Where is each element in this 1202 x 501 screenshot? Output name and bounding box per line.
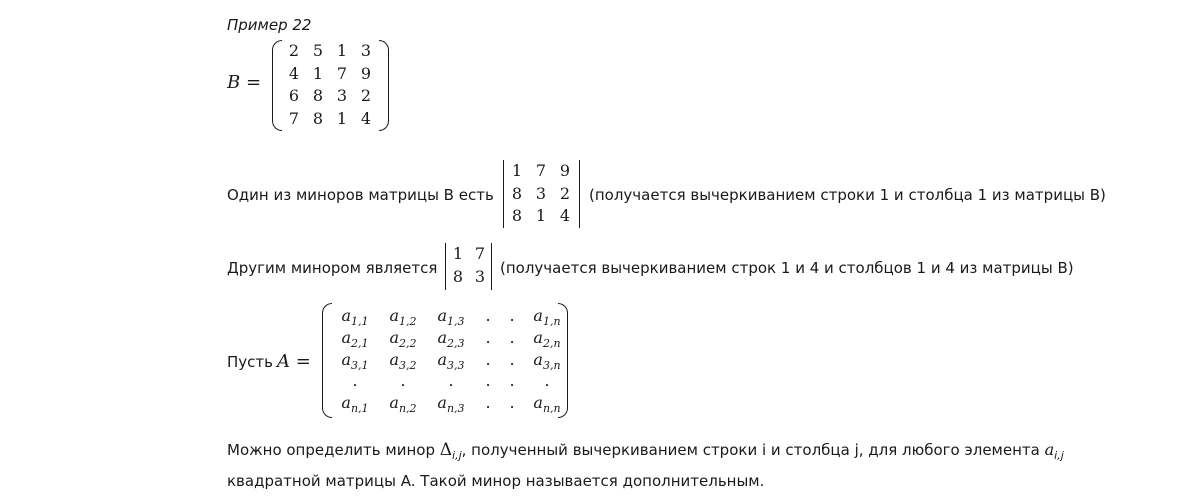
cell-base: . <box>509 393 515 413</box>
cell-base: . <box>485 349 491 369</box>
matrix-cell <box>331 327 379 349</box>
cell-base: a <box>341 327 352 347</box>
cell-base: . <box>485 327 491 347</box>
matrix-cell <box>379 327 427 349</box>
matrix-cell: 6 <box>288 86 300 105</box>
matrix-cell: 2 <box>360 86 372 105</box>
matrix-cell <box>427 305 475 327</box>
matrix-cell <box>475 327 501 349</box>
element-subscript: i,j <box>1054 449 1064 462</box>
cell-subscript: n,1 <box>350 402 369 416</box>
cell-base: . <box>485 371 491 391</box>
matrix-b <box>282 40 378 130</box>
cell-subscript: 3,n <box>542 358 561 372</box>
matrix-cell: 3 <box>336 86 348 105</box>
cell-base: a <box>533 393 543 413</box>
matrix-cell <box>501 349 523 371</box>
cell-subscript: 1,n <box>542 315 561 328</box>
matrix-cell <box>475 305 501 327</box>
matrix-cell <box>331 349 379 371</box>
minor2-matrix <box>447 243 491 288</box>
det-bar-right <box>579 160 580 228</box>
right-paren <box>558 303 568 418</box>
cell-base: . <box>509 371 515 391</box>
matrix-cell <box>501 327 523 349</box>
cell-base: . <box>485 393 491 413</box>
cell-base: a <box>389 393 399 413</box>
det-bar-right <box>491 243 492 290</box>
matrix-cell: 5 <box>312 41 324 60</box>
general-prefix: Пусть <box>227 353 273 371</box>
matrix-cell <box>475 370 501 392</box>
matrix-cell: 2 <box>288 41 300 60</box>
matrix-b-name: B <box>227 72 241 93</box>
cell-base: a <box>341 349 352 369</box>
cell-subscript: n,3 <box>446 402 465 416</box>
cell-base: a <box>341 393 351 413</box>
minor1-note: (получается вычеркиванием строки 1 и столбца 1 из матрицы B) <box>589 186 1106 204</box>
cell-base: a <box>437 327 448 347</box>
matrix-cell <box>379 305 427 327</box>
matrix-cell: 1 <box>312 63 324 83</box>
matrix-cell <box>501 392 523 414</box>
matrix-cell <box>475 349 501 371</box>
matrix-a-label <box>277 351 311 372</box>
cell-base: a <box>389 306 400 325</box>
cell-base: a <box>437 306 448 325</box>
cell-subscript: 1,3 <box>447 315 465 328</box>
matrix-cell: 4 <box>360 108 372 128</box>
left-paren <box>272 40 282 131</box>
matrix-cell: 1 <box>336 41 348 60</box>
definition-text-mid: , полученный вычеркиванием строки i и столбца j, для любого элемента <box>461 441 1045 459</box>
cell-base: a <box>533 327 543 347</box>
minor1-prefix: Один из миноров матрицы B есть <box>227 186 494 204</box>
cell-subscript: n,2 <box>398 402 417 416</box>
delta-subscript: i,j <box>452 449 462 462</box>
general-matrix <box>331 305 571 414</box>
det-bar-left <box>445 243 446 290</box>
cell-base: a <box>341 306 352 325</box>
matrix-cell <box>379 349 427 371</box>
matrix-cell <box>501 305 523 327</box>
cell-subscript: 1,1 <box>351 315 369 328</box>
matrix-cell: 7 <box>336 63 348 83</box>
right-paren <box>379 40 389 131</box>
minor2-note: (получается вычеркиванием строк 1 и 4 и столбцов 1 и 4 из матрицы B) <box>500 259 1074 277</box>
cell-subscript: n,n <box>542 402 561 416</box>
cell-base: . <box>509 306 515 325</box>
det-bar-left <box>503 160 504 228</box>
matrix-cell <box>379 392 427 414</box>
cell-base: . <box>485 306 491 325</box>
example-title: Пример 22 <box>227 16 312 34</box>
cell-base: a <box>389 327 400 347</box>
matrix-cell <box>427 349 475 371</box>
matrix-cell <box>427 327 475 349</box>
cell-subscript: 1,2 <box>399 315 417 328</box>
cell-base: a <box>533 349 543 369</box>
cell-subscript: 3,2 <box>399 358 417 372</box>
cell-base: a <box>437 349 448 369</box>
cell-base: . <box>448 371 454 391</box>
cell-subscript: 3,1 <box>351 358 369 372</box>
matrix-b-label <box>227 72 261 93</box>
matrix-cell: 9 <box>360 63 372 83</box>
matrix-cell: 3 <box>360 41 372 60</box>
cell-base: a <box>533 306 543 325</box>
matrix-cell <box>331 392 379 414</box>
cell-subscript: 2,2 <box>399 336 417 350</box>
matrix-cell <box>379 370 427 392</box>
matrix-cell: 1 <box>336 108 348 128</box>
cell-subscript: 3,3 <box>447 358 465 372</box>
definition-text-start: Можно определить минор <box>227 441 440 459</box>
definition-line-2: квадратной матрицы A. Такой минор называется дополнительным. <box>227 472 765 490</box>
cell-subscript: 2,1 <box>351 336 369 350</box>
cell-base: . <box>352 371 358 391</box>
element-symbol: a <box>1044 440 1055 459</box>
matrix-cell: 7 <box>288 108 300 128</box>
matrix-cell: 8 <box>452 266 464 286</box>
delta-symbol: Δ <box>439 440 453 460</box>
cell-base: . <box>400 371 406 391</box>
matrix-cell: 1 <box>511 161 523 180</box>
matrix-cell: 8 <box>511 206 523 225</box>
cell-base: . <box>544 371 550 391</box>
matrix-cell: 1 <box>452 244 464 263</box>
matrix-cell: 7 <box>474 244 486 263</box>
matrix-cell <box>427 370 475 392</box>
matrix-cell <box>427 392 475 414</box>
cell-subscript: 2,3 <box>447 336 465 350</box>
matrix-cell: 9 <box>559 161 571 180</box>
matrix-cell <box>331 370 379 392</box>
minor2-prefix: Другим минором является <box>227 259 438 277</box>
cell-base: . <box>509 349 515 369</box>
matrix-cell <box>331 305 379 327</box>
matrix-cell: 8 <box>312 86 324 105</box>
matrix-cell: 3 <box>535 183 547 203</box>
cell-base: a <box>389 349 400 369</box>
equals-sign: = <box>295 351 311 372</box>
matrix-cell: 8 <box>312 108 324 128</box>
minor1-matrix <box>505 160 577 228</box>
definition-line-1 <box>227 441 1064 465</box>
matrix-cell: 7 <box>535 161 547 180</box>
matrix-cell: 8 <box>511 183 523 203</box>
cell-subscript: 2,n <box>542 336 561 350</box>
matrix-cell: 1 <box>535 206 547 225</box>
matrix-cell <box>501 370 523 392</box>
matrix-cell <box>475 392 501 414</box>
matrix-cell: 3 <box>474 266 486 286</box>
equals-sign: = <box>245 72 262 93</box>
matrix-cell: 4 <box>559 206 571 225</box>
cell-base: a <box>437 393 447 413</box>
cell-base: . <box>509 327 515 347</box>
matrix-cell: 4 <box>288 63 300 83</box>
matrix-cell: 2 <box>559 183 571 203</box>
matrix-a-name: A <box>277 351 290 372</box>
